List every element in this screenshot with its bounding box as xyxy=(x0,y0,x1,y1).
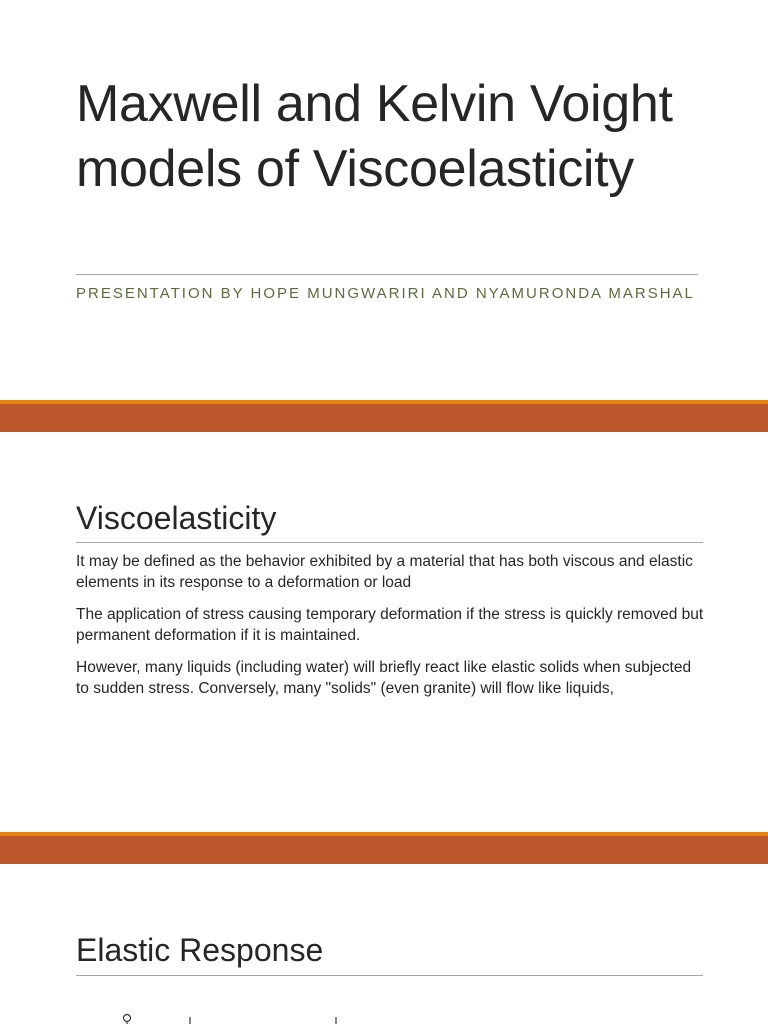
presentation-title: Maxwell and Kelvin Voight models of Viscoelasticity xyxy=(76,75,673,198)
viscoelasticity-slide xyxy=(0,432,768,832)
slide-heading: Viscoelasticity xyxy=(76,500,277,536)
heading-divider xyxy=(76,542,703,543)
slide-heading: Elastic Response xyxy=(76,932,324,968)
elastic-response-diagram xyxy=(110,1004,370,1024)
elastic-response-slide xyxy=(0,864,768,1024)
body-paragraph: The application of stress causing temporary deformation if the stress is quickly removed but permanent deformation if it is maintained. xyxy=(76,606,704,644)
presentation-subtitle: PRESENTATION BY HOPE MUNGWARIRI AND NYAMURONDA MARSHAL xyxy=(76,285,695,302)
title-slide xyxy=(0,0,768,400)
body-paragraph: However, many liquids (including water) will briefly react like elastic solids when subjected to sudden stress. Conversely, many "solids" (even granite) will flow like liquids, xyxy=(76,659,692,697)
title-divider xyxy=(76,274,698,275)
slide-body xyxy=(76,551,706,710)
slide-separator-band xyxy=(0,832,768,864)
body-paragraph: It may be defined as the behavior exhibited by a material that has both viscous and elastic elements in its response to a deformation or load xyxy=(76,553,693,591)
slide-separator-band xyxy=(0,400,768,432)
spring-anchor-icon xyxy=(124,1015,131,1024)
heading-divider xyxy=(76,975,703,976)
